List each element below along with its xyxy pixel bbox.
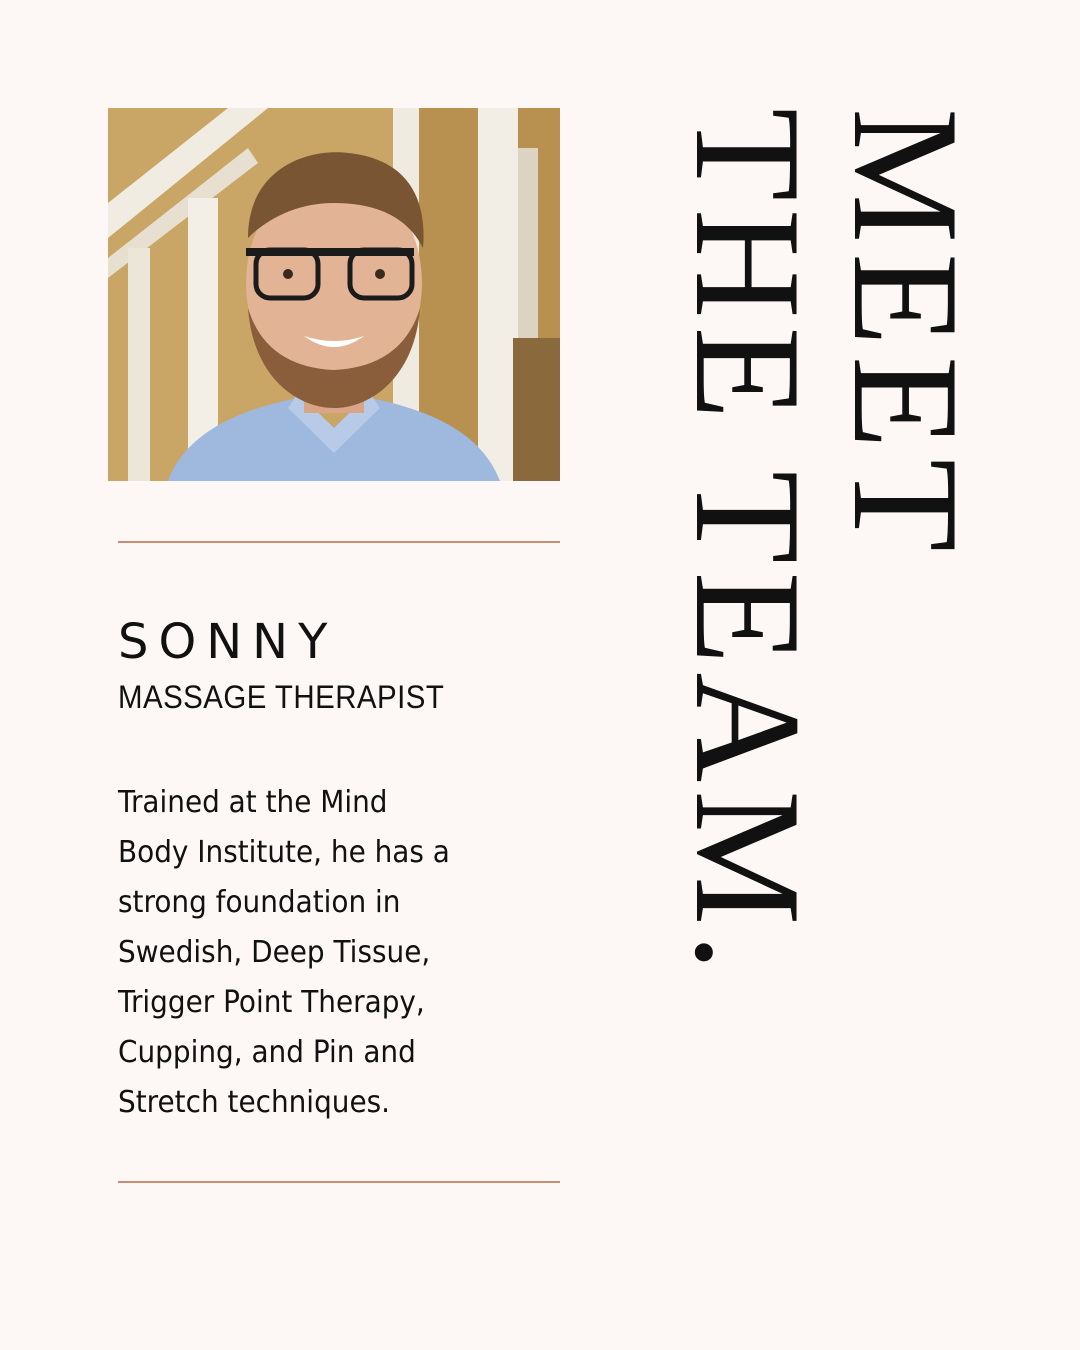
bio-line: Cupping, and Pin and	[118, 1035, 416, 1070]
member-bio	[118, 778, 548, 1128]
bio-line: Stretch techniques.	[118, 1085, 391, 1120]
bio-line: Trigger Point Therapy,	[118, 985, 425, 1020]
member-photo	[108, 108, 560, 481]
heading-meet: MEET	[822, 108, 990, 562]
heading-the-team: THE TEAM.	[664, 108, 832, 980]
bio-line: Body Institute, he has a	[118, 835, 450, 870]
bio-line: strong foundation in	[118, 885, 401, 920]
bio-line: Trained at the Mind	[118, 785, 388, 820]
member-name: SONNY	[118, 614, 338, 670]
divider-bottom	[118, 1181, 560, 1183]
bio-line: Swedish, Deep Tissue,	[118, 935, 431, 970]
member-role: MASSAGE THERAPIST	[118, 679, 445, 715]
divider-top	[118, 541, 560, 543]
